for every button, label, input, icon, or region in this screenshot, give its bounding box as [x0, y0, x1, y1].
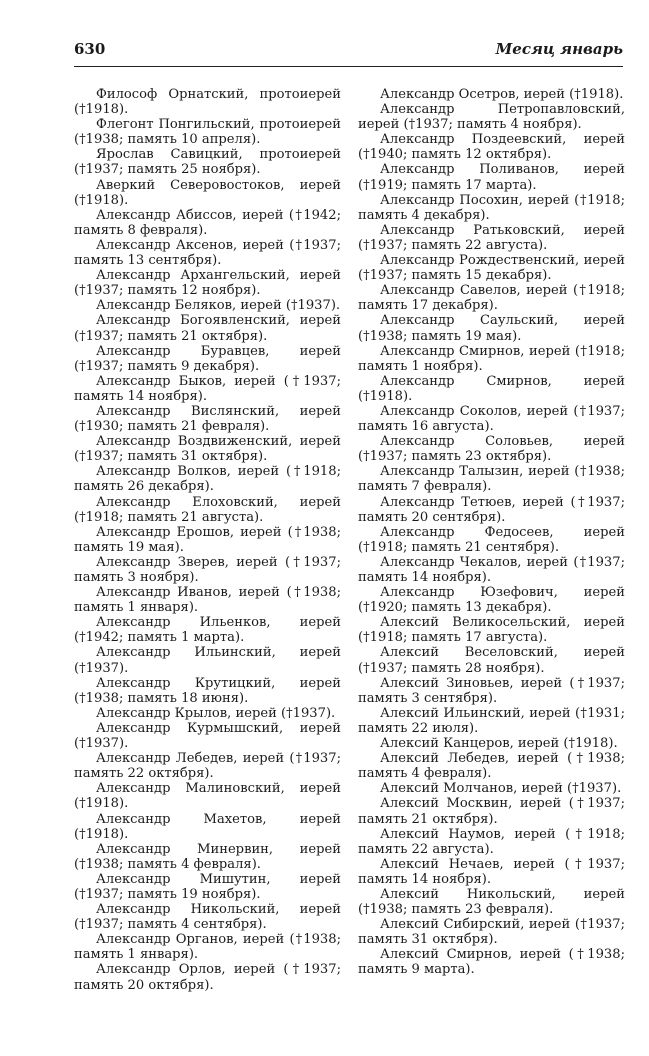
- list-entry: Александр Курмышский, иерей (†1937).: [74, 720, 341, 752]
- list-entry: Александр Смирнов, иерей (†1918).: [358, 373, 625, 404]
- list-entry: Алексий Канцеров, иерей (†1918).: [380, 736, 618, 752]
- list-entry: Александр Ильенков, иерей (†1942; память 1 марта).: [74, 615, 341, 646]
- list-entry: Флегонт Понгильский, протоиерей (†1938; память 10 апреля).: [74, 117, 341, 148]
- page-number: 630: [74, 40, 106, 58]
- list-entry: Алексий Никольский, иерей (†1938; память 23 февраля).: [358, 886, 625, 918]
- list-entry: Александр Чекалов, иерей (†1937; память 14 ноября).: [358, 554, 625, 585]
- list-entry: Александр Смирнов, иерей (†1918; память 1 ноября).: [358, 343, 625, 374]
- list-entry: Александр Юзефович, иерей (†1920; память 13 декабря).: [358, 585, 625, 616]
- list-entry: Александр Крылов, иерей (†1937).: [96, 705, 336, 721]
- list-entry: Александр Елоховский, иерей (†1918; память 21 августа).: [74, 494, 341, 525]
- list-entry: Александр Мишутин, иерей (†1937; память 19 ноября).: [74, 871, 341, 902]
- left-column: [74, 87, 341, 993]
- list-entry: Александр Волков, иерей (†1918; память 26 декабря).: [74, 464, 341, 495]
- right-column: [358, 87, 625, 978]
- list-entry: Александр Тетюев, иерей (†1937; память 20 сентября).: [358, 494, 625, 525]
- list-entry: Александр Зверев, иерей (†1937; память 3 ноября).: [74, 554, 341, 585]
- list-entry: Александр Вислянский, иерей (†1930; память 21 февраля).: [74, 403, 341, 435]
- list-entry: Александр Иванов, иерей (†1938; память 1 января).: [74, 585, 341, 616]
- list-entry: Алексий Лебедев, иерей (†1938; память 4 февраля).: [358, 751, 625, 782]
- list-entry: Александр Архангельский, иерей (†1937; память 12 ноября).: [74, 268, 341, 299]
- list-entry: Александр Ерошов, иерей (†1938; память 19 мая).: [74, 524, 341, 555]
- list-entry: Александр Талызин, иерей (†1938; память 7 февраля).: [358, 464, 625, 495]
- list-entry: Александр Махетов, иерей (†1918).: [74, 811, 341, 842]
- list-entry: Александр Малиновский, иерей (†1918).: [74, 781, 341, 812]
- list-entry: Алексий Нечаев, иерей (†1937; память 14 ноября).: [358, 856, 625, 887]
- list-entry: Александр Саульский, иерей (†1938; память 19 мая).: [358, 313, 625, 344]
- list-entry: Александр Воздвиженский, иерей (†1937; память 31 октября).: [74, 434, 341, 465]
- list-entry: Александр Посохин, иерей (†1918; память 4 декабря).: [358, 192, 625, 223]
- list-entry: Александр Соколов, иерей (†1937; память 16 августа).: [358, 403, 625, 435]
- list-entry: Алексий Сибирский, иерей (†1937; память 31 октября).: [358, 917, 625, 948]
- list-entry: Алексий Наумов, иерей (†1918; память 22 августа).: [358, 826, 625, 857]
- list-entry: Александр Ратьковский, иерей (†1937; память 22 августа).: [358, 222, 625, 253]
- list-entry: Александр Орлов, иерей (†1937; память 20 октября).: [74, 962, 341, 993]
- list-entry: Александр Поливанов, иерей (†1919; память 17 марта).: [358, 162, 625, 193]
- list-entry: Алексий Ильинский, иерей (†1931; память 22 июля).: [358, 705, 625, 736]
- list-entry: Философ Орнатский, протоиерей (†1918).: [74, 87, 341, 118]
- list-entry: Алексий Зиновьев, иерей (†1937; память 3 сентября).: [358, 675, 625, 706]
- list-entry: Александр Органов, иерей (†1938; память 1 января).: [74, 932, 341, 963]
- list-entry: Алексий Великосельский, иерей (†1918; память 17 августа).: [358, 615, 625, 646]
- list-entry: Александр Рождественский, иерей (†1937; память 15 декабря).: [358, 253, 625, 284]
- list-entry: Александр Лебедев, иерей (†1937; память 22 октября).: [74, 751, 341, 782]
- list-entry: Александр Минервин, иерей (†1938; память 4 февраля).: [74, 841, 341, 872]
- list-entry: Алексий Москвин, иерей (†1937; память 21 октября).: [358, 796, 625, 827]
- list-entry: Александр Крутицкий, иерей (†1938; память 18 июня).: [74, 675, 341, 706]
- list-entry: Александр Ильинский, иерей (†1937).: [74, 645, 341, 676]
- list-entry: Александр Савелов, иерей (†1918; память 17 декабря).: [358, 283, 625, 314]
- list-entry: Александр Федосеев, иерей (†1918; память 21 сентября).: [358, 524, 625, 555]
- list-entry: Ярослав Савицкий, протоиерей (†1937; память 25 ноября).: [74, 147, 341, 178]
- list-entry: Александр Петропавловский, иерей (†1937; память 4 ноября).: [358, 102, 625, 133]
- list-entry: Александр Быков, иерей (†1937; память 14 ноября).: [74, 373, 341, 404]
- list-entry: Александр Беляков, иерей (†1937).: [96, 298, 341, 314]
- list-entry: Александр Богоявленский, иерей (†1937; память 21 октября).: [74, 313, 341, 344]
- list-entry: Александр Аксенов, иерей (†1937; память 13 сентября).: [74, 237, 341, 269]
- list-entry: Александр Никольский, иерей (†1937; память 4 сентября).: [74, 902, 341, 933]
- list-entry: Александр Поздеевский, иерей (†1940; память 12 октября).: [358, 132, 625, 163]
- list-entry: Александр Соловьев, иерей (†1937; память 23 октября).: [358, 434, 625, 465]
- list-entry: Александр Абиссов, иерей (†1942; память 8 февраля).: [74, 207, 341, 238]
- list-entry: Александр Осетров, иерей (†1918).: [380, 87, 624, 102]
- list-entry: Александр Буравцев, иерей (†1937; память 9 декабря).: [74, 343, 341, 374]
- section-title: Месяц январь: [495, 40, 623, 58]
- list-entry: Алексий Смирнов, иерей (†1938; память 9 марта).: [358, 947, 625, 978]
- page-header: [74, 38, 623, 67]
- list-entry: Алексий Веселовский, иерей (†1937; память 28 ноября).: [358, 645, 625, 676]
- list-entry: Алексий Молчанов, иерей (†1937).: [380, 781, 622, 797]
- list-entry: Аверкий Северовостоков, иерей (†1918).: [74, 177, 341, 208]
